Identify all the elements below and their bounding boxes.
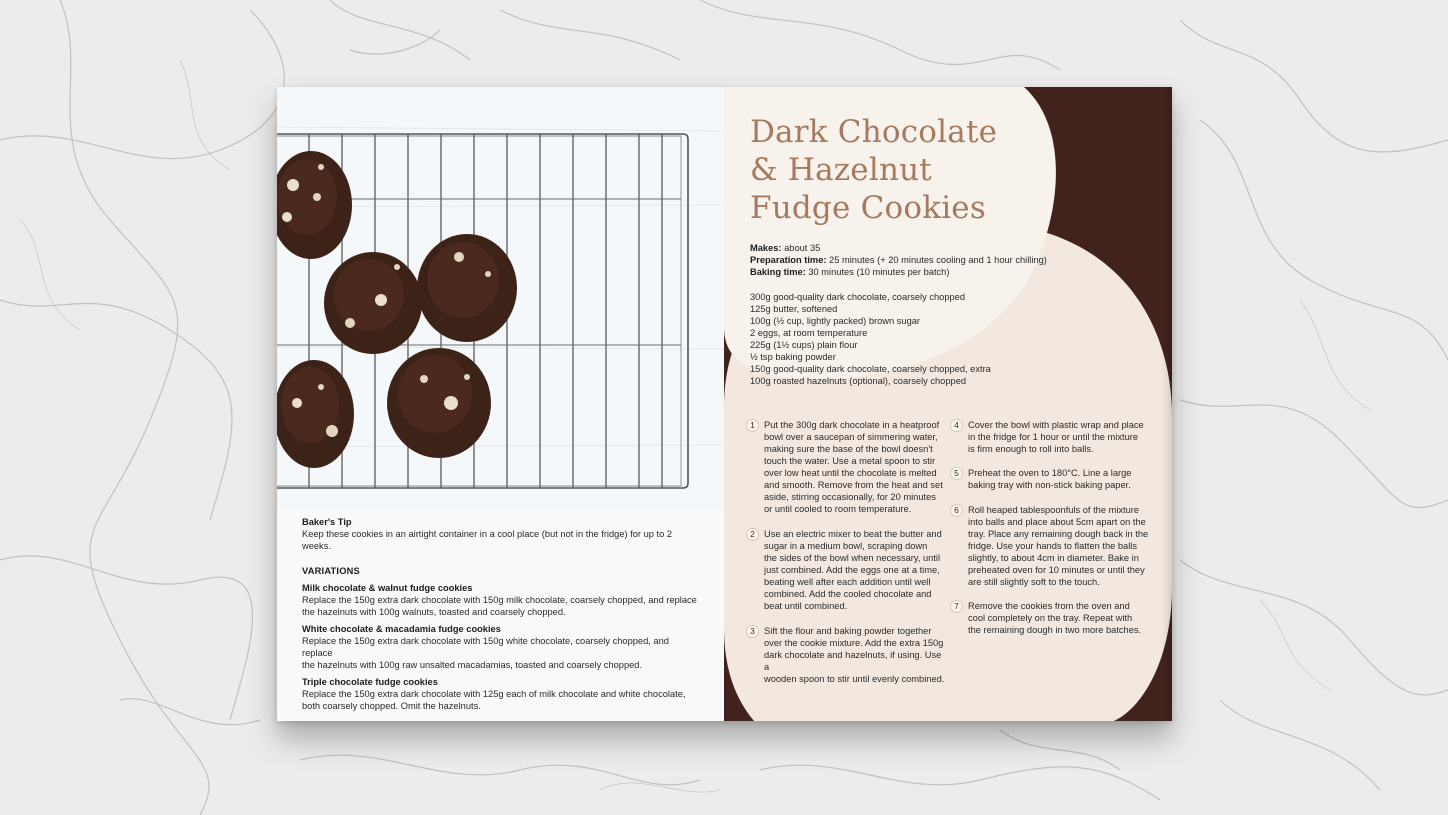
bakers-tip-heading: Baker's Tip bbox=[302, 517, 352, 527]
step-number-badge: 5 bbox=[950, 467, 963, 480]
step-line: are still slightly soft to the touch. bbox=[968, 577, 1100, 587]
variation-text-line: the hazelnuts with 100g walnuts, toasted and coarsely chopped. bbox=[302, 607, 566, 617]
ingredient-item: 125g butter, softened bbox=[750, 304, 838, 314]
step-line: Sift the flour and baking powder together bbox=[764, 626, 932, 636]
step-text bbox=[968, 504, 1148, 588]
left-page bbox=[277, 87, 724, 721]
step-line: making sure the base of the bowl doesn't bbox=[764, 444, 933, 454]
prep-time-value: 25 minutes (+ 20 minutes cooling and 1 hour chilling) bbox=[826, 255, 1047, 265]
step-line: cool completely on the tray. Repeat with bbox=[968, 613, 1133, 623]
step-line: Preheat the oven to 180°C. Line a large bbox=[968, 468, 1132, 478]
step-text bbox=[764, 625, 946, 685]
step-line: bowl over a saucepan of simmering water, bbox=[764, 432, 938, 442]
ingredient-item: 225g (1½ cups) plain flour bbox=[750, 340, 858, 350]
step-text bbox=[968, 419, 1144, 455]
step-line: Remove the cookies from the oven and bbox=[968, 601, 1130, 611]
variation-name: Triple chocolate fudge cookies bbox=[302, 677, 438, 687]
ingredient-item: 100g roasted hazelnuts (optional), coarsely chopped bbox=[750, 376, 967, 386]
step-line: touch the water. Use a metal spoon to stir bbox=[764, 456, 936, 466]
step-line: aside, stirring occasionally, for 20 minutes bbox=[764, 492, 936, 502]
step-line: fridge. Use your hands to flatten the balls bbox=[968, 541, 1137, 551]
step-line: in the fridge for 1 hour or until the mixture bbox=[968, 432, 1139, 442]
step-line: dark chocolate and hazelnuts, if using. Use a bbox=[764, 650, 942, 672]
makes-value: about 35 bbox=[781, 243, 821, 253]
title-line: Dark Chocolate bbox=[750, 114, 998, 150]
step-line: Use an electric mixer to beat the butter and bbox=[764, 529, 942, 539]
variation-text-line: the hazelnuts with 100g raw unsalted macadamias, toasted and coarsely chopped. bbox=[302, 660, 643, 670]
book-spine-shadow bbox=[1161, 87, 1172, 721]
baking-time-line bbox=[750, 266, 1080, 278]
step-line: combined. Add the cooled chocolate and bbox=[764, 589, 932, 599]
step-line: beating well after each addition until well bbox=[764, 577, 931, 587]
step-text bbox=[764, 419, 943, 515]
ingredients-list bbox=[750, 291, 1070, 387]
variation-item bbox=[302, 676, 697, 712]
step-number-badge: 7 bbox=[950, 600, 963, 613]
step-line: wooden spoon to stir until evenly combined. bbox=[764, 674, 945, 684]
cookies-on-cooling-rack-photo bbox=[277, 87, 724, 507]
step-line: or until cooled to room temperature. bbox=[764, 504, 912, 514]
step-line: slightly, to about 4cm in diameter. Bake in bbox=[968, 553, 1139, 563]
step-number-badge: 6 bbox=[950, 504, 963, 517]
tips-and-variations bbox=[302, 515, 697, 712]
step-line: and smooth. Remove from the heat and set bbox=[764, 480, 943, 490]
cookie-2 bbox=[324, 252, 422, 354]
variation-text-line: both coarsely chopped. Omit the hazelnuts. bbox=[302, 701, 481, 711]
step-line: is firm enough to roll into balls. bbox=[968, 444, 1094, 454]
step-line: baking tray with non-stick baking paper. bbox=[968, 480, 1131, 490]
step-line: Cover the bowl with plastic wrap and place bbox=[968, 420, 1144, 430]
ingredient-item: 2 eggs, at room temperature bbox=[750, 328, 868, 338]
step-line: tray. Place any remaining dough back in the bbox=[968, 529, 1149, 539]
step-line: just combined. Add the eggs one at a time, bbox=[764, 565, 940, 575]
step-number-badge: 4 bbox=[950, 419, 963, 432]
variation-name: Milk chocolate & walnut fudge cookies bbox=[302, 583, 473, 593]
step-line: over the cookie mixture. Add the extra 150g bbox=[764, 638, 944, 648]
variation-text-line: Replace the 150g extra dark chocolate with 125g each of milk chocolate and white chocolate, bbox=[302, 689, 686, 699]
step-number-badge: 3 bbox=[746, 625, 759, 638]
ingredient-item: 150g good-quality dark chocolate, coarsely chopped, extra bbox=[750, 364, 991, 374]
step-line: preheated oven for 10 minutes or until they bbox=[968, 565, 1145, 575]
ingredient-item: 100g (½ cup, lightly packed) brown sugar bbox=[750, 316, 921, 326]
ingredient-item: ½ tsp baking powder bbox=[750, 352, 836, 362]
cookie-5 bbox=[387, 348, 491, 458]
title-line: & Hazelnut bbox=[750, 152, 932, 188]
title-line: Fudge Cookies bbox=[750, 190, 986, 226]
step-line: beat until combined. bbox=[764, 601, 848, 611]
cookie-3 bbox=[417, 234, 517, 342]
bakers-tip-text: Keep these cookies in an airtight container in a cool place (but not in the fridge) for up to 2 weeks. bbox=[302, 529, 673, 551]
prep-time-label: Preparation time: bbox=[750, 255, 827, 265]
step-line: into balls and place about 5cm apart on the bbox=[968, 517, 1146, 527]
makes-line bbox=[750, 242, 1080, 254]
variation-text-line: Replace the 150g extra dark chocolate with 150g white chocolate, coarsely chopped, and replace bbox=[302, 636, 669, 658]
step-line: Put the 300g dark chocolate in a heatproof bbox=[764, 420, 940, 430]
variation-text-line: Replace the 150g extra dark chocolate with 150g milk chocolate, coarsely chopped, and replace bbox=[302, 595, 697, 605]
step-line: over low heat until the chocolate is melted bbox=[764, 468, 937, 478]
baking-time-value: 30 minutes (10 minutes per batch) bbox=[805, 267, 950, 277]
variation-item bbox=[302, 582, 697, 618]
step-number-badge: 2 bbox=[746, 528, 759, 541]
ingredient-item: 300g good-quality dark chocolate, coarsely chopped bbox=[750, 292, 966, 302]
step-text bbox=[968, 467, 1131, 491]
baking-time-label: Baking time: bbox=[750, 267, 806, 277]
right-page bbox=[724, 87, 1172, 721]
step-text bbox=[764, 528, 942, 612]
step-line: the remaining dough in two more batches. bbox=[968, 625, 1142, 635]
recipe-title bbox=[750, 113, 1050, 227]
makes-label: Makes: bbox=[750, 243, 782, 253]
open-cookbook bbox=[277, 87, 1172, 721]
step-number-badge: 1 bbox=[746, 419, 759, 432]
step-text bbox=[968, 600, 1141, 636]
cookie-4 bbox=[277, 360, 354, 468]
variation-item bbox=[302, 623, 697, 671]
step-line: Roll heaped tablespoonfuls of the mixture bbox=[968, 505, 1140, 515]
prep-time-line bbox=[750, 254, 1080, 266]
step-line: sugar in a medium bowl, scraping down bbox=[764, 541, 928, 551]
step-line: the sides of the bowl when necessary, until bbox=[764, 553, 941, 563]
variation-name: White chocolate & macadamia fudge cookies bbox=[302, 624, 501, 634]
recipe-meta bbox=[750, 242, 1080, 278]
variations-heading: VARIATIONS bbox=[302, 566, 360, 576]
